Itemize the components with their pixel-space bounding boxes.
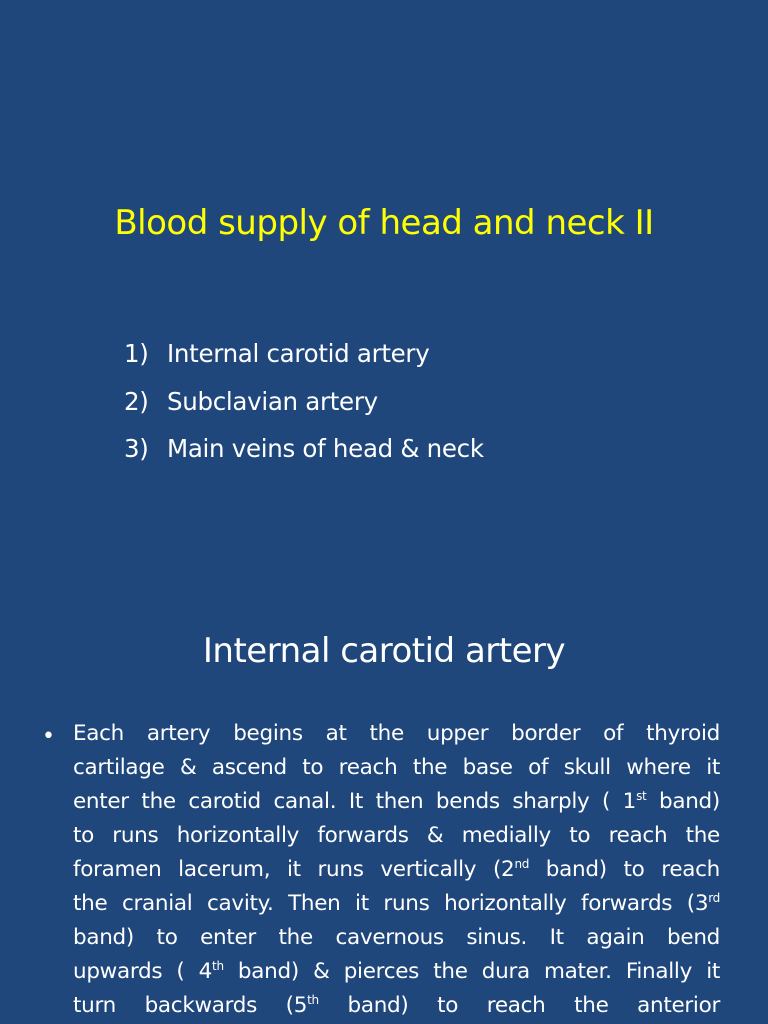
line-text: cartilage & ascend to reach the base of skull where it [73, 755, 720, 780]
superscript: rd [708, 890, 720, 905]
line-text: band) [646, 789, 720, 814]
paragraph-line [73, 955, 720, 989]
paragraph-line [73, 887, 720, 921]
superscript: st [636, 788, 647, 803]
superscript: th [307, 992, 319, 1007]
list-item [124, 425, 484, 473]
line-text: upwards ( 4 [73, 959, 213, 984]
list-item [124, 330, 484, 378]
slide-2-title: Internal carotid artery [202, 631, 566, 671]
list-item [124, 378, 484, 426]
line-text: foramen lacerum, it runs vertically (2 [73, 857, 515, 882]
list-item-number: 1) [124, 339, 149, 368]
slide-1-title: Blood supply of head and neck II [114, 203, 654, 243]
paragraph-line [73, 819, 720, 853]
list-item-text: Internal carotid artery [167, 339, 430, 368]
line-text: to runs horizontally forwards & medially to reach the [73, 823, 720, 848]
list-item-text: Subclavian artery [167, 386, 378, 416]
bullet-marker: • [42, 724, 55, 749]
paragraph-line [73, 921, 720, 955]
paragraph-line [73, 989, 720, 1023]
paragraph-line [73, 785, 720, 819]
line-text: band) to reach the anterior [318, 993, 720, 1018]
superscript: th [212, 958, 224, 973]
line-text: enter the carotid canal. It then bends sharply ( 1 [73, 789, 637, 814]
line-text: band) to enter the cavernous sinus. It again bend [73, 925, 720, 950]
line-text: turn backwards (5 [73, 993, 308, 1018]
topic-list [124, 330, 484, 473]
list-item-text: Main veins of head & neck [167, 434, 484, 463]
line-text: band) & pierces the dura mater. Finally it [223, 959, 720, 984]
line-text: band) to reach [529, 857, 720, 882]
line-text: the cranial cavity. Then it runs horizontally forwards (3 [73, 891, 709, 916]
superscript: nd [514, 856, 530, 871]
paragraph-line [73, 853, 720, 887]
list-item-number: 3) [124, 434, 149, 463]
line-text: Each artery begins at the upper border of thyroid [73, 721, 720, 746]
slide-2 [0, 576, 768, 1024]
paragraph-line [73, 717, 720, 751]
list-item-number: 2) [124, 386, 149, 416]
paragraph-line [73, 751, 720, 785]
